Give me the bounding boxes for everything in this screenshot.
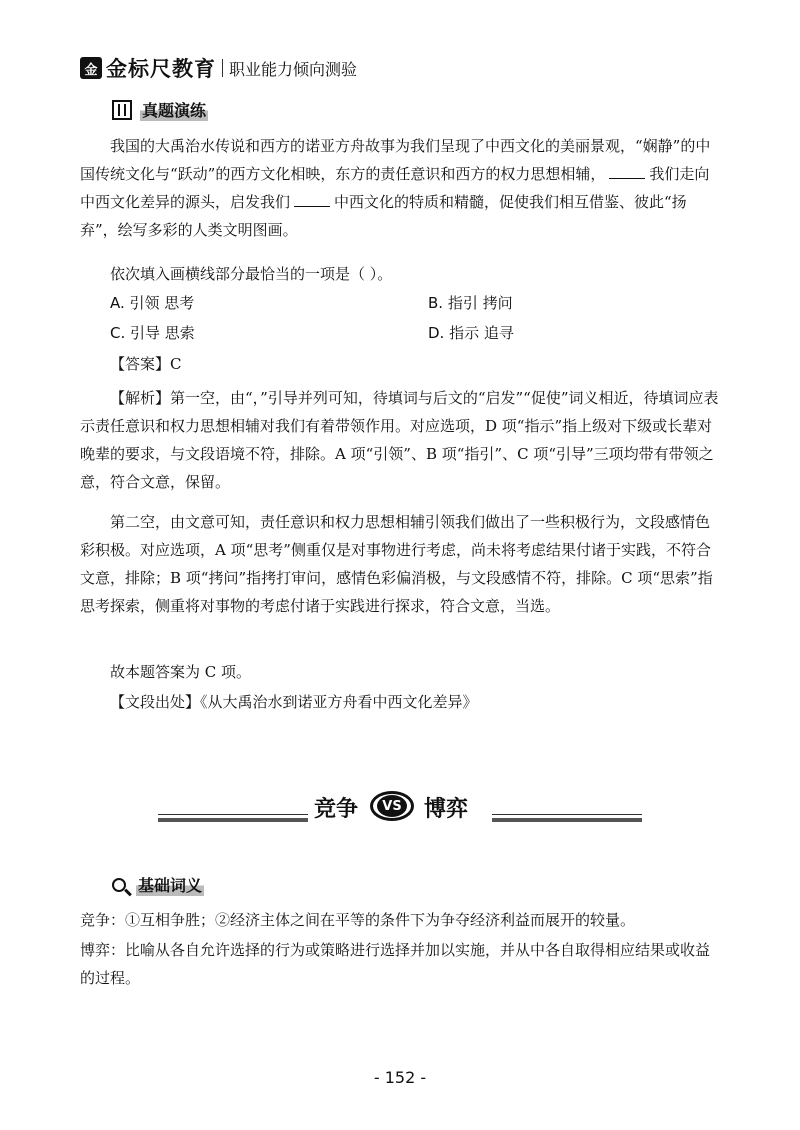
- banner-word-right: 博弈: [424, 796, 469, 822]
- vs-text: VS: [377, 795, 407, 817]
- magnifier-icon: [112, 878, 126, 892]
- header-divider: [222, 59, 223, 77]
- passage-part-2: 我们走向中西文化差异的源头，启发我们: [80, 165, 710, 211]
- answer-label: 【答案】C: [110, 355, 182, 373]
- passage-paragraph: [80, 132, 720, 244]
- option-c: C. 引导 思索: [110, 324, 195, 342]
- section-label: 真题演练: [140, 98, 208, 121]
- analysis-paragraph-2: 第二空，由文意可知，责任意识和权力思想相辅引领我们做出了一些积极行为，文段感情色彩积极。对应选项，A 项“思考”侧重仅是对事物进行考虑，尚未将考虑结果付诸于实践，不符合文意，排除；B 项“拷问”指拷打审问，感情色彩偏消极，与文段感情不符，排除。C 项“思索”指思考探索，侧重将对事物的考虑付诸于实践进行探求，符合文意，当选。: [80, 513, 713, 615]
- banner-rule-right: [492, 818, 642, 822]
- option-b: B. 指引 拷问: [428, 294, 513, 312]
- banner-rule-left: [158, 818, 308, 822]
- option-a: A. 引领 思考: [110, 294, 195, 312]
- header-brand: [80, 55, 357, 81]
- banner-rule-left-thin: [158, 814, 308, 815]
- blank-2: [294, 192, 330, 207]
- definition-game: 博弈：比喻从各自允许选择的行为或策略进行选择并加以实施，并从中各自取得相应结果或收益的过程。: [80, 941, 711, 987]
- blank-1: [609, 164, 645, 179]
- page-number: - 152 -: [373, 1068, 427, 1087]
- question-text: 依次填入画横线部分最恰当的一项是（ ）。: [110, 265, 393, 283]
- conclusion-text: 故本题答案为 C 项。: [110, 663, 252, 681]
- option-d: D. 指示 追寻: [428, 324, 514, 342]
- banner-word-left: 竞争: [314, 796, 359, 822]
- section-title-practice: [112, 98, 208, 121]
- section-title-definitions: [112, 873, 204, 896]
- passage-part-1: 我国的大禹治水传说和西方的诺亚方舟故事为我们呈现了中西文化的美丽景观，“娴静”的中国传统文化与“跃动”的西方文化相映，东方的责任意识和西方的权力思想相辅，: [80, 137, 711, 183]
- passage-part-3: 中西文化的特质和精髓，促使我们相互借鉴、彼此“扬弃”，绘写多彩的人类文明图画。: [80, 193, 687, 239]
- brand-logo-icon: 金: [80, 57, 102, 79]
- section-label: 基础词义: [136, 873, 204, 896]
- vs-badge-icon: [370, 791, 414, 821]
- definition-competition: 竞争：①互相争胜；②经济主体之间在平等的条件下为争夺经济利益而展开的较量。: [80, 911, 636, 929]
- source-text: 【文段出处】《从大禹治水到诺亚方舟看中西文化差异》: [110, 693, 478, 711]
- analysis-paragraph-1: 【解析】第一空，由“，”引导并列可知，待填词与后文的“启发”“促使”词义相近，待填词应表示责任意识和权力思想相辅对我们有着带领作用。对应选项，D 项“指示”指上级对下级或长辈对晚辈的要求，与文段语境不符，排除。A 项“引领”、B 项“指引”、C 项“引导”三项均带有带领之意，符合文意，保留。: [80, 389, 719, 491]
- brand-name: 金标尺教育: [106, 57, 216, 81]
- bars-icon: [112, 100, 132, 120]
- banner-rule-right-thin: [492, 814, 642, 815]
- header-subtitle: 职业能力倾向测验: [229, 59, 358, 79]
